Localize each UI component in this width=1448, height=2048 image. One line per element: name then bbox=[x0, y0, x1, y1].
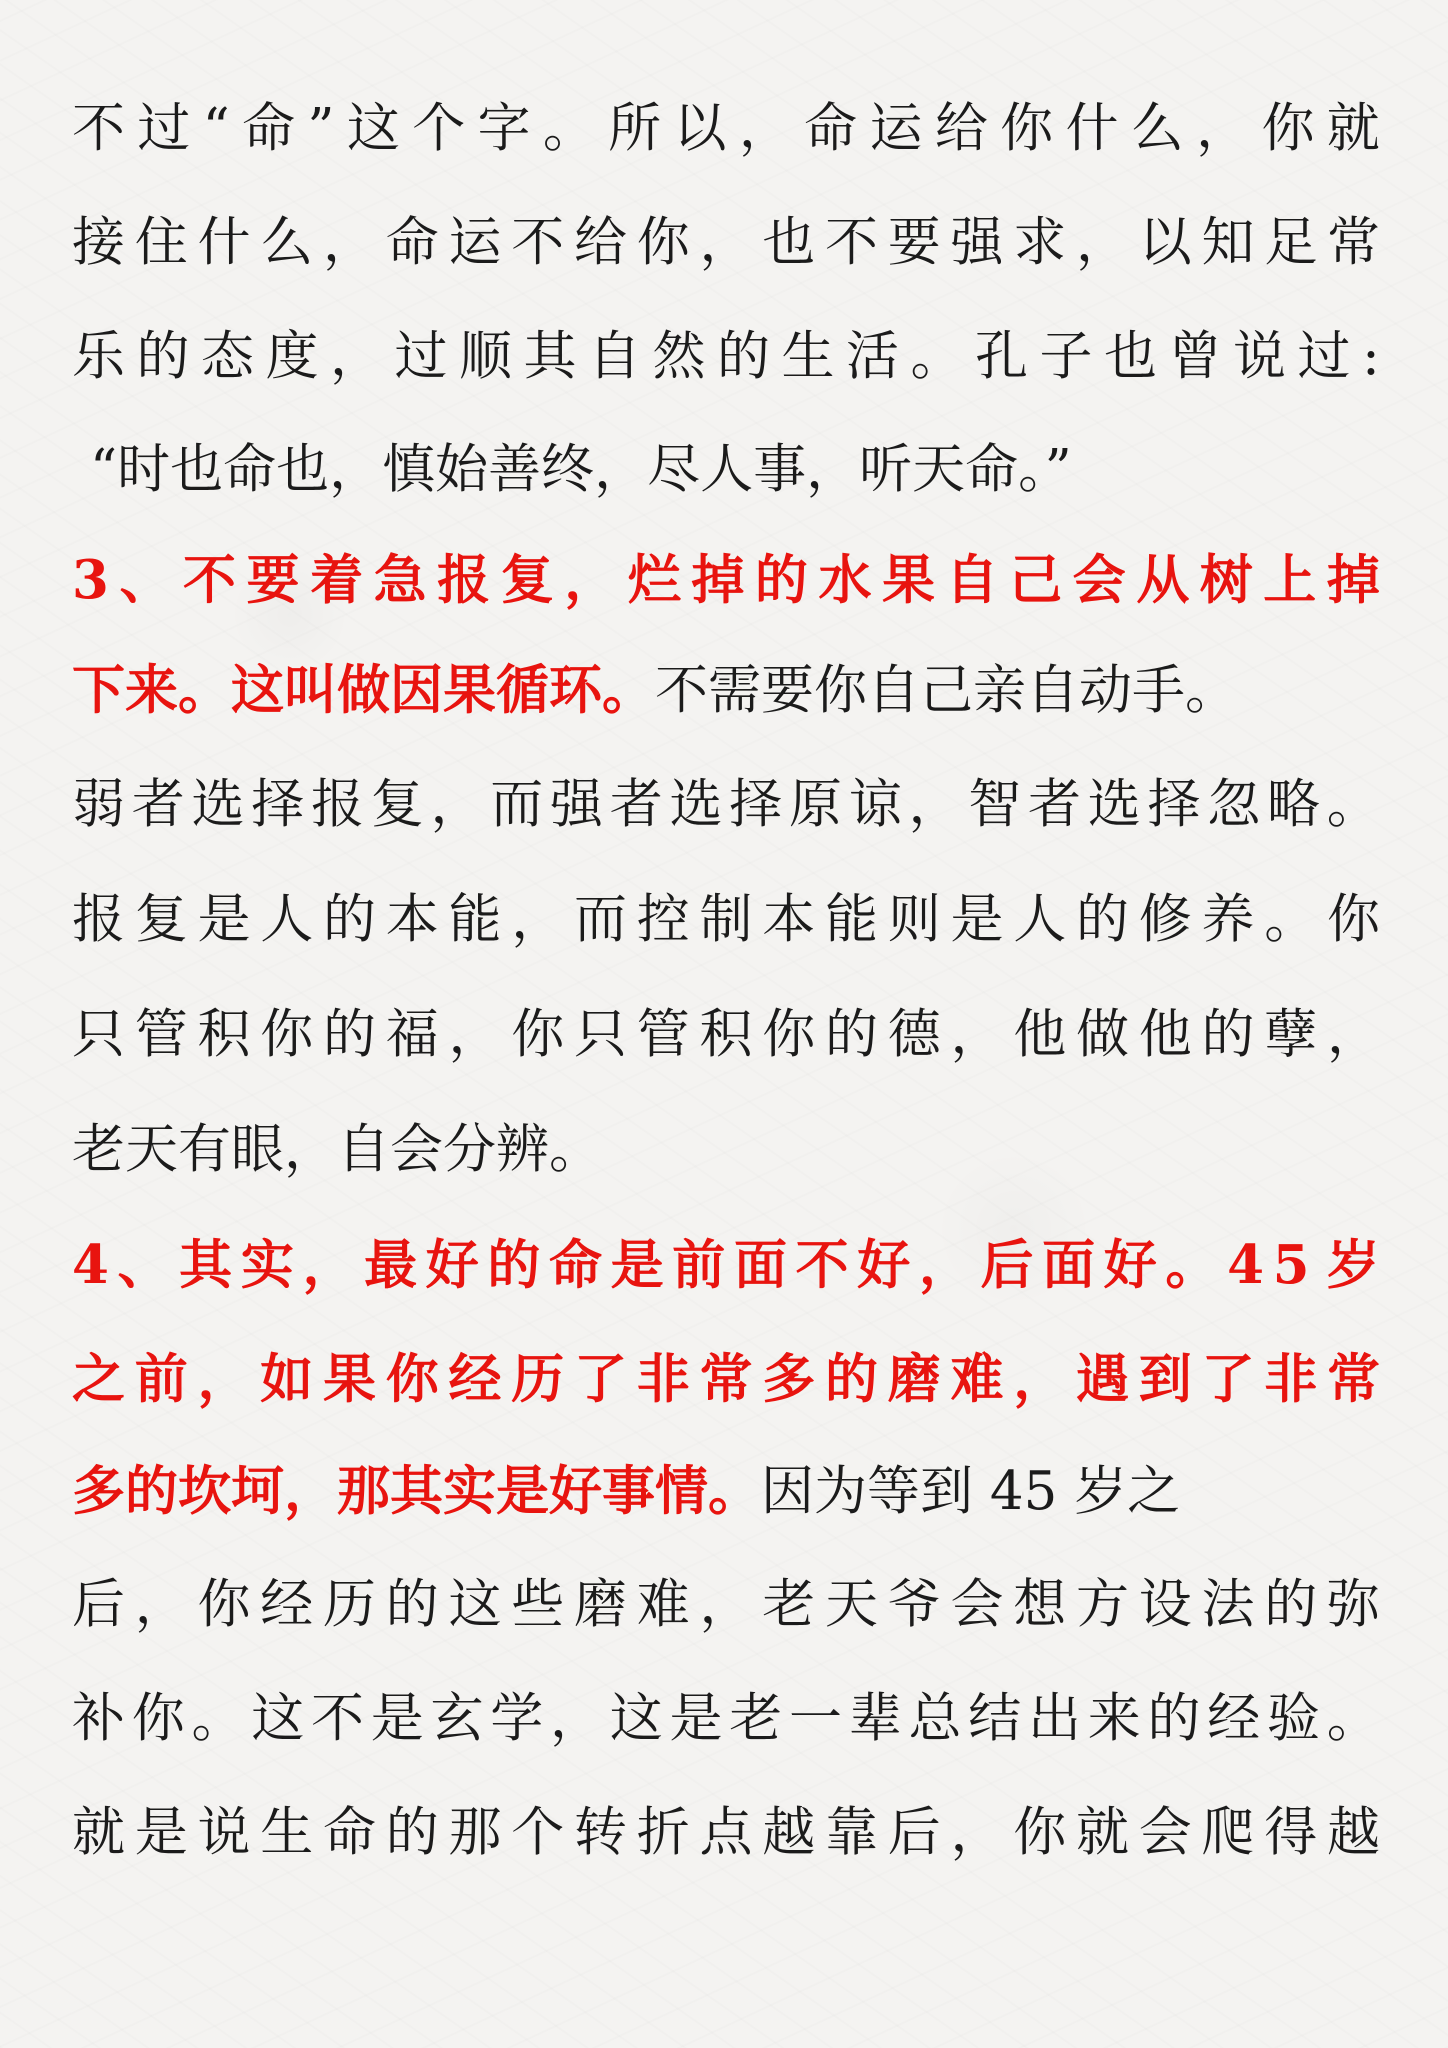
text-line-3: 乐 的 态 度 ， 过 顺 其 自 然 的 生 活 。 孔 子 也 曾 说 过 : bbox=[72, 326, 1380, 387]
line-6-normal-text: 不需要你自己亲自动手。 bbox=[655, 660, 1238, 721]
text-line-11-heading-4: 4 、 其 实 ， 最 好 的 命 是 前 面 不 好 ， 后 面 好 。 4 5 岁 bbox=[72, 1234, 1380, 1296]
text-line-16: 就 是 说 生 命 的 那 个 转 折 点 越 靠 后 ， 你 就 会 爬 得 越 bbox=[72, 1802, 1380, 1863]
text-line-5-heading-3: 3 、 不 要 着 急 报 复 ， 烂 掉 的 水 果 自 己 会 从 树 上 掉 bbox=[72, 549, 1380, 611]
text-line-13 bbox=[72, 1432, 1380, 1550]
text-line-1: 不 过 “ 命 ” 这 个 字 。 所 以 ， 命 运 给 你 什 么 ， 你 就 bbox=[72, 98, 1380, 159]
line-4-text: “时也命也，慎始善终，尽人事，听天命。” bbox=[90, 439, 1072, 500]
text-line-10 bbox=[72, 1091, 772, 1209]
text-line-14: 后 ， 你 经 历 的 这 些 磨 难 ， 老 天 爷 会 想 方 设 法 的 弥 bbox=[72, 1574, 1380, 1635]
text-line-6 bbox=[72, 631, 1380, 749]
text-line-9: 只 管 积 你 的 福 ， 你 只 管 积 你 的 德 ， 他 做 他 的 孽 ， bbox=[72, 1004, 1380, 1065]
text-line-4-quote bbox=[90, 411, 1290, 529]
line-13-red-text: 多的坎坷，那其实是好事情。 bbox=[72, 1460, 761, 1522]
text-line-8: 报 复 是 人 的 本 能 ， 而 控 制 本 能 则 是 人 的 修 养 。 你 bbox=[72, 889, 1380, 950]
text-line-12: 之 前 ， 如 果 你 经 历 了 非 常 多 的 磨 难 ， 遇 到 了 非 常 bbox=[72, 1348, 1380, 1410]
text-line-15: 补 你 。 这 不 是 玄 学 ， 这 是 老 一 辈 总 结 出 来 的 经 验 。 bbox=[72, 1688, 1380, 1749]
text-line-7: 弱 者 选 择 报 复 ， 而 强 者 选 择 原 谅 ， 智 者 选 择 忽 略 。 bbox=[72, 774, 1380, 835]
line-6-red-text: 下来。这叫做因果循环。 bbox=[72, 659, 655, 721]
line-13-normal-text: 因为等到 45 岁之 bbox=[761, 1461, 1181, 1522]
text-line-2: 接 住 什 么 ， 命 运 不 给 你 ， 也 不 要 强 求 ， 以 知 足 常 bbox=[72, 212, 1380, 273]
line-10-text: 老天有眼，自会分辨。 bbox=[72, 1119, 602, 1180]
